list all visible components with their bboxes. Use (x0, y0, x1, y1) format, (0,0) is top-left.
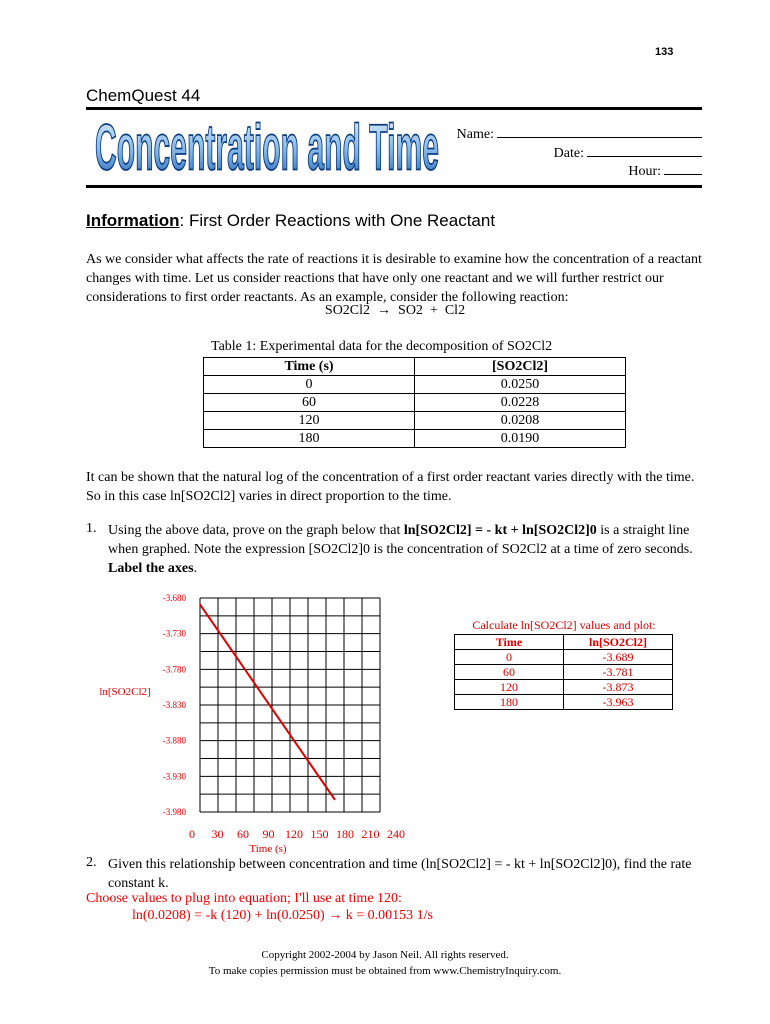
x-tick-label: 120 (285, 827, 303, 841)
table1-cell: 0.0250 (415, 376, 626, 394)
page-number: 133 (655, 46, 674, 58)
name-label: Name: (456, 127, 494, 142)
table1 (203, 357, 626, 448)
calc-header-row (455, 635, 673, 650)
copyright-footer (0, 947, 770, 979)
table-row (455, 650, 673, 665)
title-wordart-text: Concentration and Time (95, 111, 439, 184)
question-1-emph: Label the axes (108, 561, 194, 576)
calc-table (454, 634, 673, 710)
x-tick-label: 180 (336, 827, 354, 841)
question-2-number: 2. (86, 855, 97, 870)
calc-header-ln: ln[SO2Cl2] (564, 635, 673, 650)
calc-cell: -3.873 (564, 680, 673, 695)
question-1-end: . (193, 561, 198, 576)
y-tick-label: -3.680 (162, 593, 186, 603)
table-row (204, 394, 626, 412)
calc-cell: -3.689 (564, 650, 673, 665)
x-tick-label: 0 (189, 827, 195, 841)
table1-cell: 120 (204, 412, 415, 430)
question-1-part2: is a straight line when graphed. Note the expression [SO2Cl2]0 is the concentration of SO2Cl2 at a time of zero seconds. (108, 523, 693, 557)
table1-header-conc: [SO2Cl2] (415, 358, 626, 376)
reaction-arrow-icon: → (377, 303, 392, 318)
y-tick-label: -3.730 (162, 628, 186, 639)
ln-concentration-graph (86, 588, 406, 860)
x-tick-label: 60 (237, 827, 249, 841)
copyright-line: Copyright 2002-2004 by Jason Neil. All rights reserved. (261, 949, 509, 961)
table1-header-row (204, 358, 626, 376)
worksheet-id: ChemQuest 44 (86, 86, 201, 105)
calc-caption: Calculate ln[SO2Cl2] values and plot: (472, 618, 656, 632)
table1-cell: 0.0190 (415, 430, 626, 448)
table1-cell: 0.0228 (415, 394, 626, 412)
y-tick-label: -3.930 (162, 771, 186, 782)
table-row (455, 695, 673, 710)
table-row (455, 665, 673, 680)
y-tick-labels (163, 593, 187, 817)
x-tick-label: 210 (361, 827, 380, 841)
y-tick-label: -3.980 (162, 807, 186, 817)
info-heading-rest: : First Order Reactions with One Reactant (179, 211, 496, 230)
table-row (455, 680, 673, 695)
info-heading (86, 211, 495, 231)
calc-header-time: Time (455, 635, 564, 650)
question-1-number: 1. (86, 521, 97, 536)
question-2-text: Given this relationship between concentration and time (ln[SO2Cl2] = - kt + ln[SO2Cl2]0), find the rate constant k. (108, 857, 692, 891)
reaction-plus: + (429, 303, 438, 318)
x-tick-label: 150 (310, 827, 329, 841)
title-wordart (92, 108, 442, 184)
hour-label: Hour: (628, 164, 661, 179)
x-tick-label: 240 (387, 827, 405, 841)
reaction-equation (0, 303, 770, 319)
table1-cell: 0.0208 (415, 412, 626, 430)
y-tick-label: -3.830 (162, 700, 186, 710)
table-row (204, 412, 626, 430)
explanation-paragraph: It can be shown that the natural log of the concentration of a first order reactant varies directly with the time. So in this case ln[SO2Cl2] varies in direct proportion to the time. (86, 470, 695, 504)
answer-line-1: Choose values to plug into equation; I'll use at time 120: (86, 891, 402, 906)
answer-line-2: ln(0.0208) = -k (120) + ln(0.0250) → k = 0.00153 1/s (132, 908, 433, 923)
table1-cell: 0 (204, 376, 415, 394)
x-tick-label: 30 (211, 827, 224, 841)
calc-cell: -3.963 (564, 695, 673, 710)
calc-cell: 0 (455, 650, 564, 665)
header-rule-bottom (86, 185, 702, 188)
table1-caption: Table 1: Experimental data for the decomposition of SO2Cl2 (211, 339, 553, 354)
question-1-text (108, 521, 708, 578)
graph-grid (200, 598, 380, 812)
info-heading-bold: Information (86, 211, 180, 230)
reaction-reactant: SO2Cl2 (324, 303, 371, 318)
calc-cell: 60 (455, 665, 564, 680)
calc-cell: 180 (455, 695, 564, 710)
x-tick-labels (189, 827, 405, 841)
name-field[interactable] (440, 123, 702, 143)
intro-paragraph: As we consider what affects the rate of reactions it is desirable to examine how the concentration of a reactant changes with time. Let us consider reactions that have only one reactant and we will further restrict our considerations to first order reactants. As an example, consider the following reaction: (86, 252, 702, 305)
reaction-product-1: SO2 (398, 303, 423, 318)
question-1-equation: ln[SO2Cl2] = - kt + ln[SO2Cl2]0 (403, 523, 597, 538)
date-field[interactable] (500, 142, 702, 162)
y-tick-label: -3.880 (162, 735, 186, 746)
table1-header-time: Time (s) (204, 358, 415, 376)
y-axis-label: ln[SO2Cl2] (99, 686, 151, 698)
x-tick-label: 90 (262, 827, 275, 841)
reaction-product-2: Cl2 (444, 303, 466, 318)
calc-cell: -3.781 (564, 665, 673, 680)
table-row (204, 376, 626, 394)
table1-cell: 60 (204, 394, 415, 412)
date-label: Date: (553, 146, 584, 161)
calc-cell: 120 (455, 680, 564, 695)
table-row (204, 430, 626, 448)
table1-cell: 180 (204, 430, 415, 448)
x-axis-label: Time (s) (249, 843, 287, 855)
y-tick-label: -3.780 (162, 664, 186, 675)
question-1-part1: Using the above data, prove on the graph below that (108, 523, 404, 538)
hour-field[interactable] (560, 160, 702, 180)
permission-line: To make copies permission must be obtained from www.ChemistryInquiry.com. (208, 965, 562, 977)
